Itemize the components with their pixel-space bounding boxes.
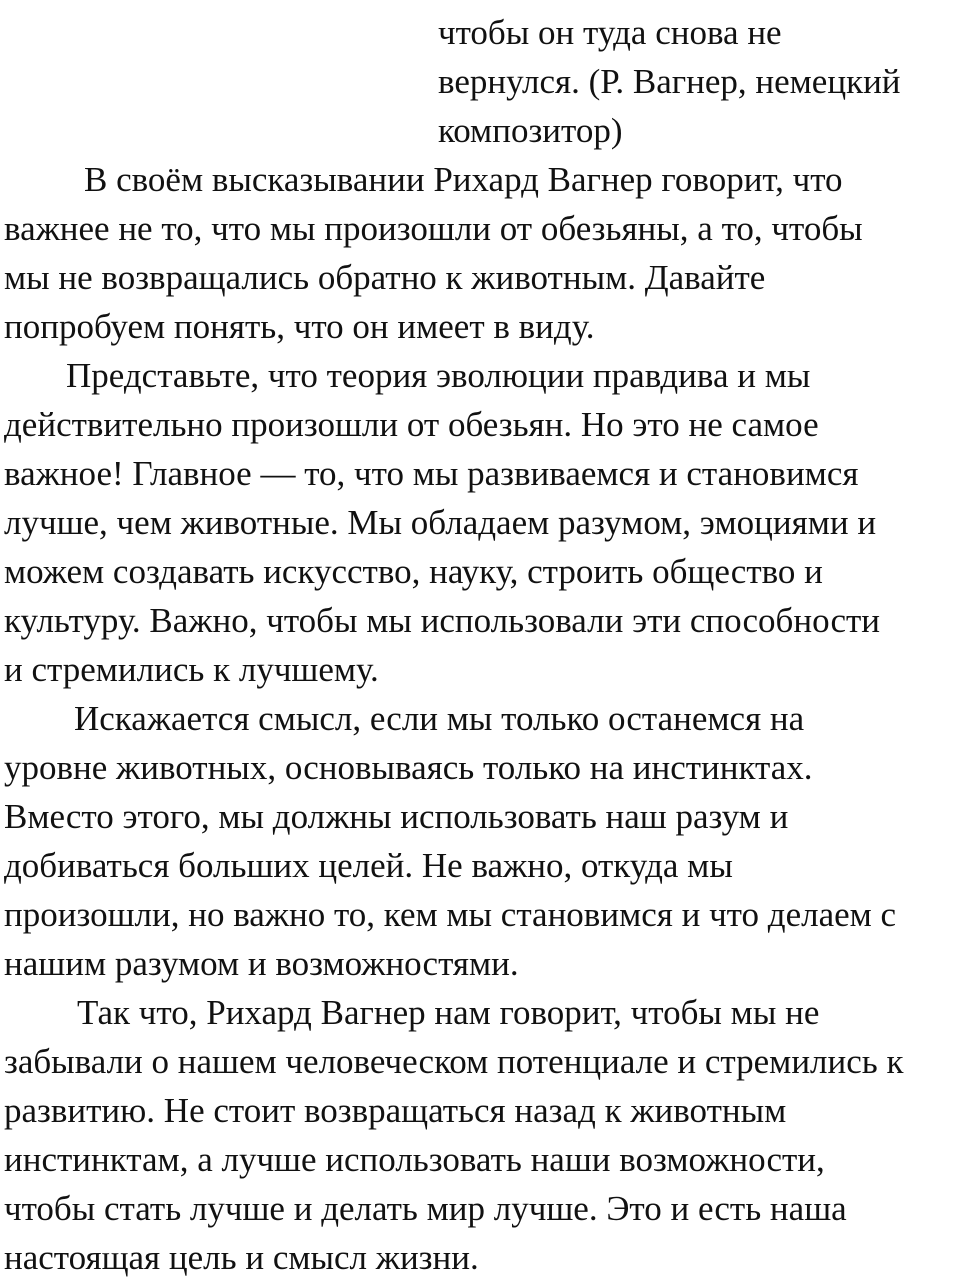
epigraph-line: вернулся. (Р. Вагнер, немецкий (438, 62, 901, 101)
text-line: Представьте, что теория эволюции правдива и мы (66, 356, 811, 395)
epigraph-line: чтобы он туда снова не (438, 13, 782, 52)
text-line: культуру. Важно, чтобы мы использовали эти способности (4, 601, 881, 640)
text-line: инстинктам, а лучше использовать наши возможности, (4, 1140, 825, 1179)
text-line: лучше, чем животные. Мы обладаем разумом, эмоциями и (4, 503, 877, 542)
text-line: и стремились к лучшему. (4, 650, 379, 689)
text-line: Так что, Рихард Вагнер нам говорит, чтобы мы не (77, 993, 820, 1032)
paragraph-intro (4, 155, 960, 351)
text-line: чтобы стать лучше и делать мир лучше. Это и есть наша (4, 1189, 847, 1228)
text-line: нашим разумом и возможностями. (4, 944, 519, 983)
paragraph-evolution (4, 351, 960, 694)
text-line: настоящая цель и смысл жизни. (4, 1238, 479, 1277)
text-line: действительно произошли от обезьян. Но это не самое (4, 405, 819, 444)
text-line: попробуем понять, что он имеет в виду. (4, 307, 595, 346)
text-line: важное! Главное — то, что мы развиваемся и становимся (4, 454, 859, 493)
text-line: Вместо этого, мы должны использовать наш разум и (4, 797, 789, 836)
epigraph-line: композитор) (438, 111, 623, 150)
essay-body (4, 155, 960, 1282)
text-line: произошли, но важно то, кем мы становимся и что делаем с (4, 895, 897, 934)
text-line: В своём высказывании Рихард Вагнер говорит, что (84, 160, 843, 199)
paragraph-meaning (4, 694, 960, 988)
paragraph-conclusion (4, 988, 960, 1282)
text-line: развитию. Не стоит возвращаться назад к животным (4, 1091, 787, 1130)
text-line: забывали о нашем человеческом потенциале и стремились к (4, 1042, 904, 1081)
text-line: можем создавать искусство, науку, строить общество и (4, 552, 823, 591)
text-line: добиваться больших целей. Не важно, откуда мы (4, 846, 733, 885)
text-line: Искажается смысл, если мы только останемся на (74, 699, 805, 738)
epigraph-quote (438, 8, 958, 155)
text-line: важнее не то, что мы произошли от обезьяны, а то, чтобы (4, 209, 863, 248)
text-line: уровне животных, основываясь только на инстинктах. (4, 748, 813, 787)
text-line: мы не возвращались обратно к животным. Давайте (4, 258, 766, 297)
